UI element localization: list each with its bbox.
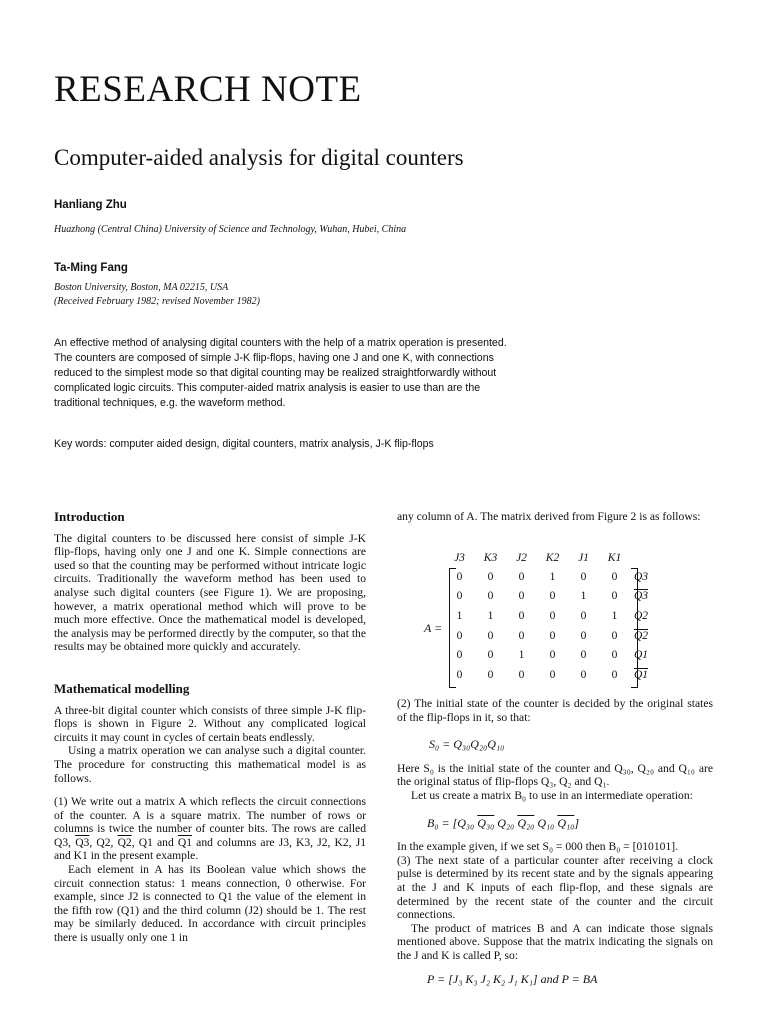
matrix-row-label: Q1 <box>634 668 649 681</box>
paragraph: A three-bit digital counter which consists of three simple J-K flip-flops is shown in Figure 2. Without any complicated logical circuits it may count in cycles of certain beats endlessly. <box>54 703 366 744</box>
section-heading: Mathematical modelling <box>54 680 190 696</box>
matrix-cell: 0 <box>487 629 494 642</box>
matrix-cell: 1 <box>580 590 587 603</box>
author-affiliation: Boston University, Boston, MA 02215, USA <box>54 282 229 293</box>
matrix-cell: 0 <box>456 649 463 662</box>
article-title: Computer-aided analysis for digital counters <box>54 145 464 170</box>
matrix-row <box>444 645 664 665</box>
matrix-cell: 0 <box>518 629 525 642</box>
paragraph: In the example given, if we set S₀ = 000 then B₀ = [010101]. <box>397 840 679 854</box>
matrix-col-header: J3 <box>454 552 465 564</box>
matrix-cell: 0 <box>518 668 525 681</box>
matrix-cell: 0 <box>456 590 463 603</box>
matrix-table <box>444 567 664 685</box>
author-name: Ta-Ming Fang <box>54 262 128 274</box>
matrix-cell: 1 <box>487 609 494 622</box>
received-dates: (Received February 1982; revised November 1982) <box>54 296 260 307</box>
matrix-cell: 0 <box>549 649 556 662</box>
matrix-row <box>444 626 664 646</box>
matrix-col-header: J2 <box>516 552 527 564</box>
matrix-row <box>444 606 664 626</box>
matrix-cell: 0 <box>549 590 556 603</box>
abstract: An effective method of analysing digital counters with the help of a matrix operation is presented. The counters are composed of simple J-K flip-flops, having one J and one K, with connections reduced to the simplest mode so that digital counting may be realized straightforwardly without complicated logic circuits. This computer-aided matrix analysis is easier to use than are the traditional techniques, e.g. the waveform method. <box>54 337 507 409</box>
equation-p: P = [J₃ K₃ J₂ K₂ J₁ K₁] and P = BA <box>427 971 598 986</box>
right-column-top <box>397 510 713 524</box>
matrix-row-label: Q2 <box>634 609 649 622</box>
matrix-a <box>444 567 664 685</box>
matrix-cell: 0 <box>456 668 463 681</box>
matrix-col-header: K1 <box>607 552 622 564</box>
paragraph: Let us create a matrix B₀ to use in an intermediate operation: <box>411 788 693 802</box>
paragraph: (3) The next state of a particular counter after receiving a clock pulse is determined by its recent state and by the signals appearing at the J and K inputs of each flip-flop, and these signals are determined by the recent state of the counter and the circuit connections. <box>397 853 713 922</box>
matrix-row-label: Q3 <box>634 570 649 583</box>
matrix-cell: 0 <box>580 649 587 662</box>
keywords: Key words: computer aided design, digital counters, matrix analysis, J-K flip-flops <box>54 438 434 450</box>
matrix-label: A = <box>424 621 443 635</box>
matrix-cell: 0 <box>487 649 494 662</box>
paragraph: The digital counters to be discussed here consist of simple J-K flip-flops, having only one J and one K. Simple connections are used so that the counting may be performed without intricate logic circuits. Traditionally the waveform method has been used to analyse such digital counters (see Figure 1). We are proposing, however, a matrix operational method which will prove to be much more effective. Once the mathematical model is developed, the analysis may be performed directly by the computer, so that the results may be obtained more quickly and accurately. <box>54 531 366 654</box>
paragraph: Each element in A has its Boolean value which shows the circuit connection status: 1 means connection, 0 otherwise. For example, since J2 is connected to Q1 the value of the element in the fifth row (Q1) and the third column (J2) should be 1. The rest may be similarly deduced. In accordance with circuit principles there is usually only one 1 in <box>54 863 366 945</box>
matrix-cell: 0 <box>549 629 556 642</box>
paragraph: Here S₀ is the initial state of the counter and Q₃₀, Q₂₀ and Q₁₀ are the original status of flip-flops Q₃, Q₂ and Q₁. <box>397 761 713 789</box>
author-name: Hanliang Zhu <box>54 199 127 211</box>
matrix-cell: 0 <box>580 668 587 681</box>
paragraph: Using a matrix operation we can analyse such a digital counter. The procedure for constructing this mathematical model is as follows. <box>54 744 366 785</box>
matrix-row-label: Q3 <box>634 590 649 603</box>
matrix-row-label: Q2 <box>634 629 649 642</box>
matrix-cell: 1 <box>518 649 525 662</box>
matrix-cell: 0 <box>518 590 525 603</box>
author-affiliation: Huazhong (Central China) University of Science and Technology, Wuhan, Hubei, China <box>54 224 407 235</box>
matrix-col-header: J1 <box>578 552 589 564</box>
matrix-cell: 0 <box>456 629 463 642</box>
matrix-cell: 0 <box>611 629 618 642</box>
matrix-cell: 0 <box>611 570 618 583</box>
matrix-col-header: K2 <box>545 552 560 564</box>
section-heading: Introduction <box>54 509 125 524</box>
matrix-cell: 0 <box>611 668 618 681</box>
matrix-cell: 0 <box>580 609 587 622</box>
paragraph: The product of matrices B and A can indicate those signals mentioned above. Suppose that the matrix indicating the signals on the J and K is called P, so: <box>397 921 713 962</box>
matrix-cell: 0 <box>611 649 618 662</box>
matrix-cell: 0 <box>487 668 494 681</box>
matrix-cell: 0 <box>518 609 525 622</box>
matrix-cell: 1 <box>456 609 463 622</box>
matrix-row <box>444 587 664 607</box>
matrix-cell: 0 <box>487 590 494 603</box>
matrix-cell: 0 <box>611 590 618 603</box>
matrix-cell: 0 <box>580 570 587 583</box>
matrix-cell: 1 <box>549 570 556 583</box>
matrix-row <box>444 665 664 685</box>
matrix-row-label: Q1 <box>634 649 649 662</box>
right-column-bottom <box>397 697 713 986</box>
matrix-cell: 0 <box>549 609 556 622</box>
left-column <box>54 510 366 945</box>
matrix-column-headers <box>444 548 630 566</box>
matrix-cell: 0 <box>549 668 556 681</box>
matrix-cell: 0 <box>518 570 525 583</box>
paragraph: any column of A. The matrix derived from Figure 2 is as follows: <box>397 510 701 523</box>
matrix-cell: 0 <box>456 570 463 583</box>
matrix-cell: 0 <box>487 570 494 583</box>
matrix-row <box>444 567 664 587</box>
equation-s0: S₀ = Q₃₀Q₂₀Q₁₀ <box>429 737 505 752</box>
matrix-cell: 0 <box>580 629 587 642</box>
page-title: RESEARCH NOTE <box>54 69 362 110</box>
equation-b0: B₀ = [Q₃₀ Q₃₀ Q₂₀ Q₂₀ Q₁₀ Q₁₀] <box>427 815 580 830</box>
paragraph: (1) We write out a matrix A which reflects the circuit connections of the counter. A is a square matrix. The number of rows or columns is twice the number of counter bits. The rows are called Q3, Q3, Q2, Q2, Q1 and Q1 and columns are J3, K3, J2, K2, J1 and K1 in the present example. <box>54 795 367 863</box>
matrix-col-header: K3 <box>483 552 498 564</box>
matrix-cell: 1 <box>611 609 618 622</box>
paragraph: (2) The initial state of the counter is decided by the original states of the flip-flops in it, so that: <box>397 697 713 724</box>
